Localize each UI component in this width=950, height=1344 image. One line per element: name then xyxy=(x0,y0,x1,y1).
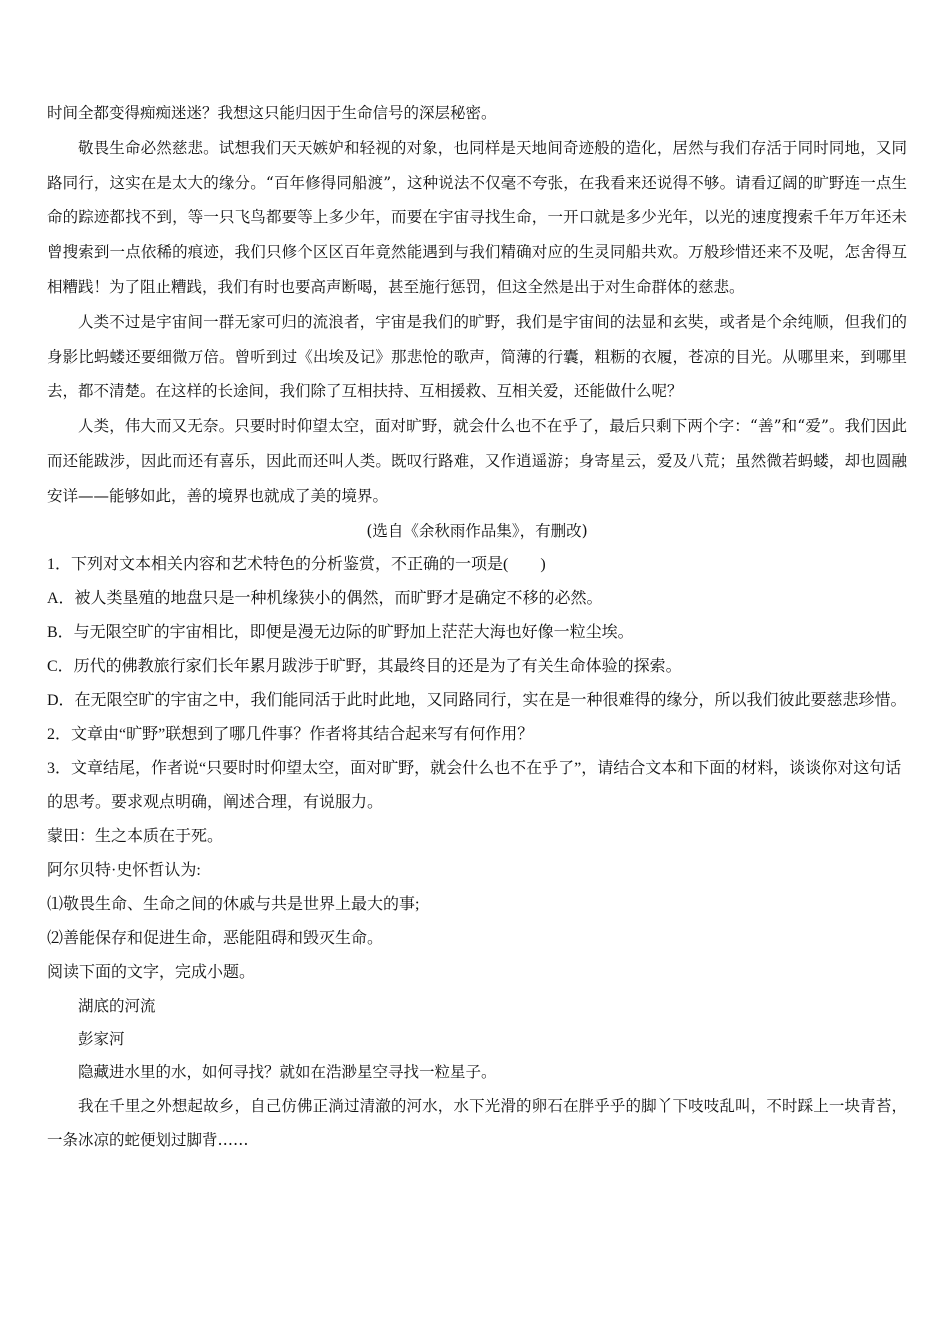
document-page xyxy=(47,96,907,1158)
source-note: (选自《余秋雨作品集》，有删改) xyxy=(366,521,588,540)
option-b: B．与无限空旷的宇宙相比，即便是漫无边际的旷野加上茫茫大海也好像一粒尘埃。 xyxy=(47,623,634,641)
reading-instruction: 阅读下面的文字，完成小题。 xyxy=(47,963,256,981)
essay-paragraph: 敬畏生命必然慈悲。试想我们天天嫉妒和轻视的对象，也同样是天地间奇迹般的造化，居然与我们存活于同时同地，又同路同行，这实在是太大的缘分。“百年修得同船渡”，这种说法不仅毫不夸张，在我看来还说得不够。请看辽阔的旷野连一点生命的踪迹都找不到，等一只飞鸟都要等上多少年，而要在宇宙寻找生命，一开口就是多少光年，以光的速度搜索千年万年还未曾搜索到一点依稀的痕迹，我们只修个区区百年竟然能遇到与我们精确对应的生灵同船共欢。万般珍惜还来不及呢，怎舍得互相糟践！为了阻止糟践，我们有时也要高声断喝，甚至施行惩罚，但这全然是出于对生命群体的慈悲。 xyxy=(47,138,907,296)
option-d: D．在无限空旷的宇宙之中，我们能同活于此时此地，又同路同行，实在是一种很难得的缘分，所以我们彼此要慈悲珍惜。 xyxy=(47,691,907,709)
passage-line: 隐藏进水里的水，如何寻找？就如在浩渺星空寻找一粒星子。 xyxy=(78,1062,497,1081)
option-a: A．被人类垦殖的地盘只是一种机缘狭小的偶然，而旷野才是确定不移的必然。 xyxy=(47,589,603,607)
question-3: 3．文章结尾，作者说“只要时时仰望太空，面对旷野，就会什么也不在乎了”，请结合文本和下面的材料，谈谈你对这句话的思考。要求观点明确，阐述合理，有说服力。 xyxy=(47,759,902,811)
passage-title: 湖底的河流 xyxy=(78,996,156,1015)
material-line: ⑴敬畏生命、生命之间的休戚与共是世界上最大的事; xyxy=(47,895,420,913)
option-c: C．历代的佛教旅行家们长年累月跋涉于旷野，其最终目的还是为了有关生命体验的探索。 xyxy=(47,657,682,675)
essay-paragraph: 人类，伟大而又无奈。只要时时仰望太空，面对旷野，就会什么也不在乎了，最后只剩下两个字：“善”和“爱”。我们因此而还能跋涉，因此而还有喜乐，因此而还叫人类。既叹行路难，又作逍遥游；身寄星云，爱及八荒；虽然微若蚂蝼，却也圆融安详——能够如此，善的境界也就成了美的境界。 xyxy=(47,417,907,505)
material-line: 蒙田：生之本质在于死。 xyxy=(47,827,224,845)
material-line: 阿尔贝特·史怀哲认为: xyxy=(47,861,201,879)
passage-paragraph: 我在千里之外想起故乡，自己仿佛正淌过清澈的河水，水下光滑的卵石在胖乎乎的脚丫下吱吱乱叫，不时踩上一块青苔，一条冰凉的蛇便划过脚背…… xyxy=(47,1096,907,1150)
passage-author: 彭家河 xyxy=(78,1029,125,1048)
material-line: ⑵善能保存和促进生命，恶能阻碍和毁灭生命。 xyxy=(47,929,384,947)
question-1: 1．下列对文本相关内容和艺术特色的分析鉴赏，不正确的一项是( ) xyxy=(47,555,546,573)
essay-paragraph: 人类不过是宇宙间一群无家可归的流浪者，宇宙是我们的旷野，我们是宇宙间的法显和玄奘，或者是个余纯顺，但我们的身影比蚂蝼还要细微万倍。曾听到过《出埃及记》那悲怆的歌声，简薄的行囊，粗粝的衣履，苍凉的目光。从哪里来，到哪里去，都不清楚。在这样的长途间，我们除了互相扶持、互相援救、互相关爱，还能做什么呢？ xyxy=(47,312,907,401)
question-2: 2．文章由“旷野”联想到了哪几件事？作者将其结合起来写有何作用？ xyxy=(47,725,534,743)
essay-paragraph: 时间全都变得痴痴迷迷？我想这只能归因于生命信号的深层秘密。 xyxy=(47,104,497,122)
